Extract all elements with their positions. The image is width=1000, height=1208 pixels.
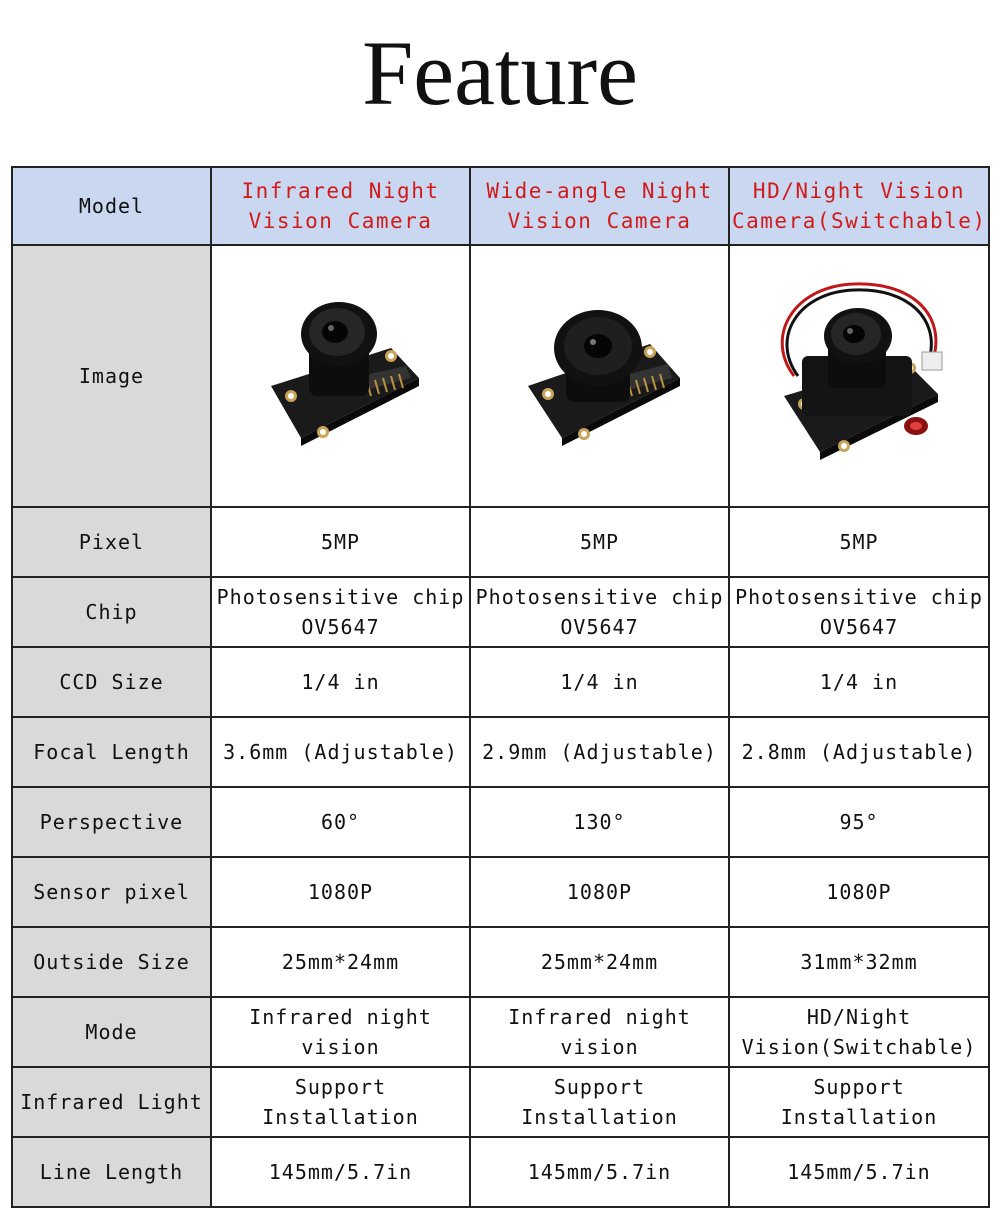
table-row — [12, 787, 989, 857]
cell-value: Infrared night vision — [211, 997, 470, 1067]
header-model-wide-angle: Wide-angle Night Vision Camera — [470, 167, 729, 245]
row-label-chip: Chip — [12, 577, 211, 647]
table-row — [12, 717, 989, 787]
cell-value: 1080P — [470, 857, 729, 927]
table-row — [12, 1137, 989, 1207]
row-label-ccd-size: CCD Size — [12, 647, 211, 717]
camera-board-infrared — [241, 286, 441, 466]
image-cell-switchable — [729, 245, 989, 507]
row-label-focal-length: Focal Length — [12, 717, 211, 787]
row-label-perspective: Perspective — [12, 787, 211, 857]
row-label-sensor-pixel: Sensor pixel — [12, 857, 211, 927]
table-header-row — [12, 167, 989, 245]
table-row — [12, 507, 989, 577]
row-label-pixel: Pixel — [12, 507, 211, 577]
header-label-model: Model — [12, 167, 211, 245]
cell-value: 145mm/5.7in — [211, 1137, 470, 1207]
row-label-infrared-light: Infrared Light — [12, 1067, 211, 1137]
image-cell-wide-angle — [470, 245, 729, 507]
table-row — [12, 857, 989, 927]
cell-value: 25mm*24mm — [470, 927, 729, 997]
row-label-image: Image — [12, 245, 211, 507]
cell-value: 95° — [729, 787, 989, 857]
cell-value: 145mm/5.7in — [729, 1137, 989, 1207]
cell-value: 5MP — [211, 507, 470, 577]
table-row-image — [12, 245, 989, 507]
cell-value: 2.8mm (Adjustable) — [729, 717, 989, 787]
cell-value: 130° — [470, 787, 729, 857]
table-row — [12, 997, 989, 1067]
row-label-line-length: Line Length — [12, 1137, 211, 1207]
table-row — [12, 927, 989, 997]
row-label-mode: Mode — [12, 997, 211, 1067]
page-title: Feature — [362, 22, 638, 124]
camera-board-switchable — [754, 276, 964, 476]
cell-value: 1/4 in — [470, 647, 729, 717]
cell-value: 2.9mm (Adjustable) — [470, 717, 729, 787]
table-row — [12, 577, 989, 647]
cell-value: 60° — [211, 787, 470, 857]
cell-value: 1080P — [211, 857, 470, 927]
cell-value: Photosensitive chip OV5647 — [729, 577, 989, 647]
cell-value: Support Installation — [211, 1067, 470, 1137]
header-model-infrared: Infrared Night Vision Camera — [211, 167, 470, 245]
cell-value: 5MP — [470, 507, 729, 577]
table-row — [12, 1067, 989, 1137]
cell-value: 1080P — [729, 857, 989, 927]
cell-value: Support Installation — [729, 1067, 989, 1137]
cell-value: Support Installation — [470, 1067, 729, 1137]
cell-value: HD/Night Vision(Switchable) — [729, 997, 989, 1067]
cell-value: 1/4 in — [211, 647, 470, 717]
cell-value: 1/4 in — [729, 647, 989, 717]
cell-value: Photosensitive chip OV5647 — [211, 577, 470, 647]
header-model-switchable: HD/Night Vision Camera(Switchable) — [729, 167, 989, 245]
table-row — [12, 647, 989, 717]
camera-board-wide-angle — [500, 286, 700, 466]
cell-value: 25mm*24mm — [211, 927, 470, 997]
row-label-outside-size: Outside Size — [12, 927, 211, 997]
cell-value: 145mm/5.7in — [470, 1137, 729, 1207]
image-cell-infrared — [211, 245, 470, 507]
cell-value: Photosensitive chip OV5647 — [470, 577, 729, 647]
cell-value: 31mm*32mm — [729, 927, 989, 997]
cell-value: 5MP — [729, 507, 989, 577]
cell-value: 3.6mm (Adjustable) — [211, 717, 470, 787]
cell-value: Infrared night vision — [470, 997, 729, 1067]
spec-table — [11, 166, 990, 1208]
